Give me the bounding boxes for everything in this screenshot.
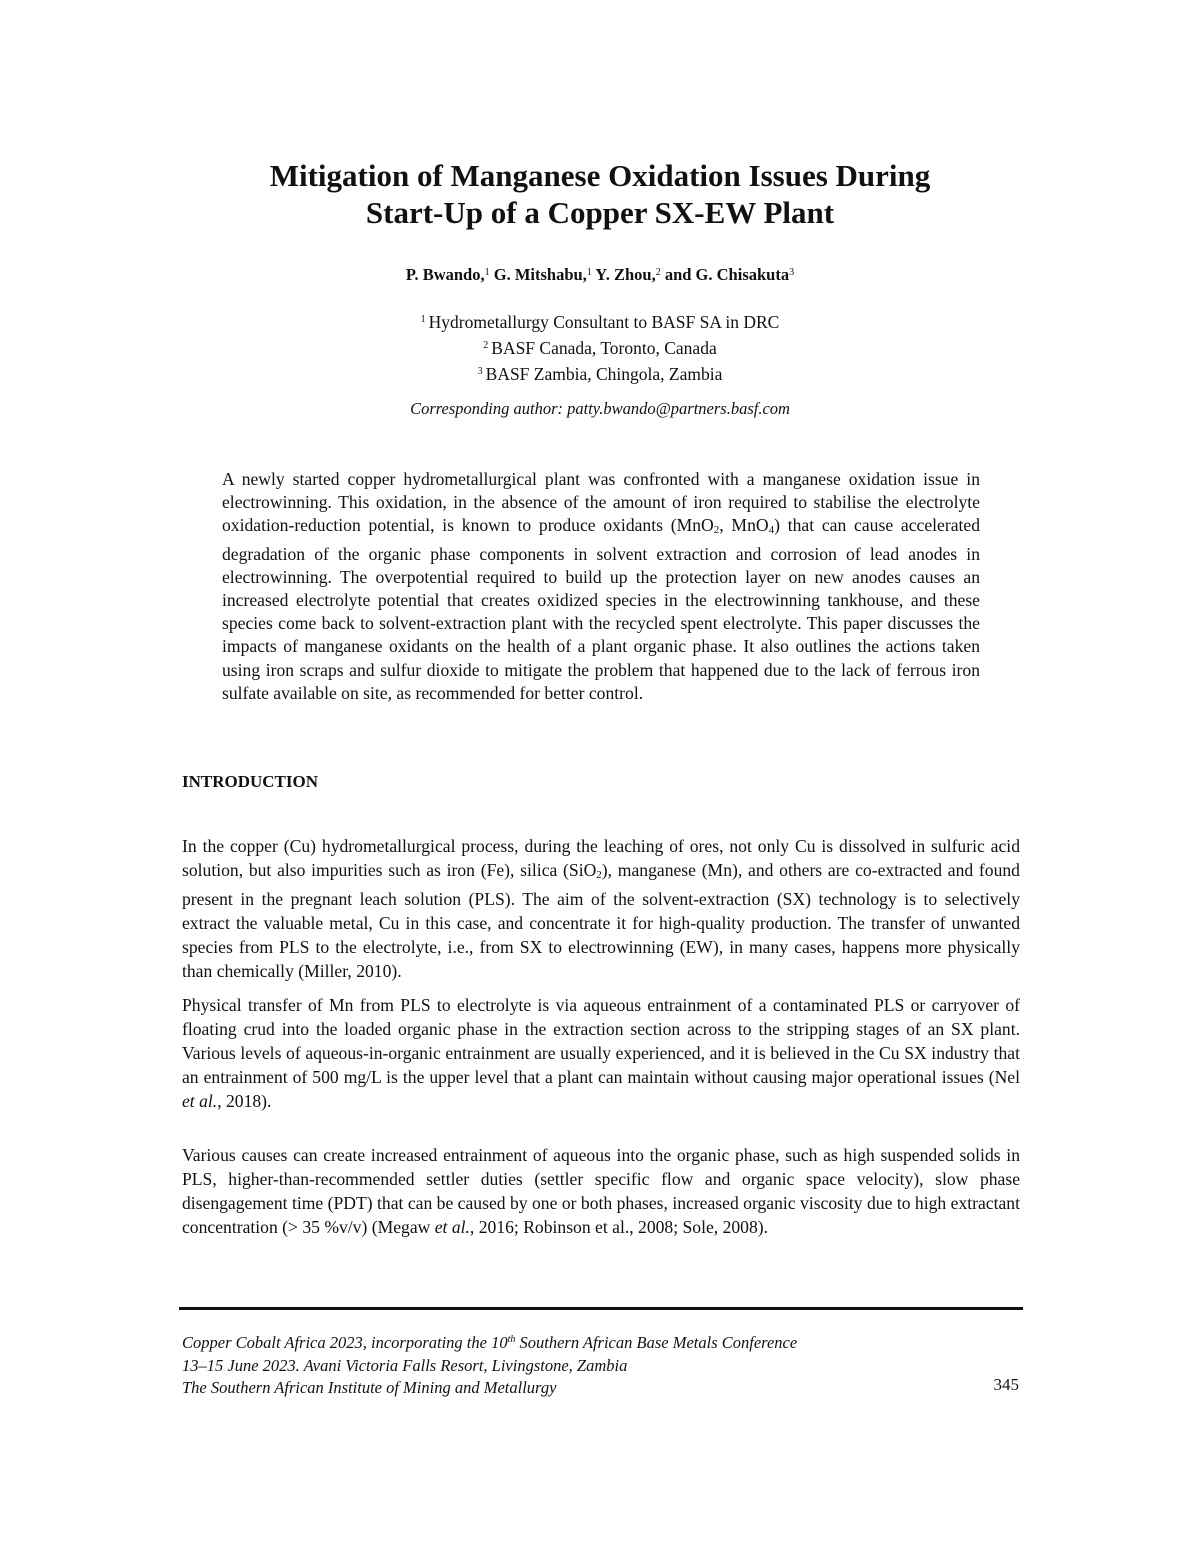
title-line-1: Mitigation of Manganese Oxidation Issues During bbox=[269, 158, 931, 193]
author-list bbox=[150, 262, 1050, 286]
paragraph-text: Physical transfer of Mn from PLS to electrolyte is via aqueous entrainment of a contaminated PLS or carryover of floating crud into the loaded organic phase in the extraction section across to the stripping stages of an SX plant. Various levels of aqueous-in-organic entrainment are usually experienced, and it is believed in the Cu SX industry that an entrainment of 500 mg/L is the upper level that a plant can maintain without causing major operational issues (Nel bbox=[182, 994, 1020, 1087]
affiliation-mark: 2 bbox=[483, 340, 489, 351]
abstract bbox=[222, 468, 980, 705]
paragraph-text: ), manganese (Mn), and others are co-extracted and found present in the pregnant leach solution (PLS). The aim of the solvent-extraction (SX) technology is to selectively extract the valuable metal, Cu in this case, and concentrate it for high-quality production. The transfer of unwanted species from PLS to the electrolyte, i.e., from SX to electrowinning (EW), in many cases, happens more physically than chemically (Miller, 2010). bbox=[182, 859, 1020, 981]
subscript: 2 bbox=[713, 524, 720, 537]
footer-line bbox=[182, 1329, 1020, 1355]
abstract-text: A newly started copper hydrometallurgical plant was confronted with a manganese oxidation issue in electrowinning. This oxidation, in the absence of the amount of iron required to stabilise the electrolyte oxidation-reduction potential, is known to produce oxidants (MnO bbox=[222, 469, 980, 536]
paragraph-text: , 2018). bbox=[217, 1090, 272, 1111]
affiliation-mark: 1 bbox=[420, 314, 426, 325]
author-affiliation-mark: 3 bbox=[789, 267, 795, 278]
affiliation-text: BASF Canada, Toronto, Canada bbox=[491, 338, 717, 358]
affiliation-mark: 3 bbox=[477, 366, 483, 377]
footer-line: The Southern African Institute of Mining and Metallurgy bbox=[182, 1378, 557, 1397]
conference-footer bbox=[182, 1329, 1020, 1400]
subscript: 4 bbox=[768, 524, 775, 537]
paper-title bbox=[150, 157, 1050, 231]
author-affiliation-mark: 1 bbox=[586, 267, 592, 278]
footer-text: Southern African Base Metals Conference bbox=[515, 1333, 798, 1352]
citation-italic: et al. bbox=[434, 1216, 470, 1237]
corresponding-author: Corresponding author: patty.bwando@partners.basf.com bbox=[410, 399, 790, 418]
footer-text: Copper Cobalt Africa 2023, incorporating the 10 bbox=[182, 1333, 508, 1352]
page-number: 345 bbox=[993, 1375, 1019, 1394]
affiliation bbox=[150, 308, 1050, 334]
paragraph-text: Various causes can create increased entrainment of aqueous into the organic phase, such as high suspended solids in PLS, higher-than-recommended settler duties (settler specific flow and organic space velocity), slow phase disengagement time (PDT) that can be caused by one or both phases, increased organic viscosity due to high extractant concentration (> 35 %v/v) (Megaw bbox=[182, 1144, 1020, 1237]
body-paragraph bbox=[182, 975, 1020, 1130]
footer-divider bbox=[179, 1307, 1023, 1310]
abstract-paragraph bbox=[222, 468, 980, 705]
author-name: G. Mitshabu, bbox=[489, 265, 587, 284]
body-paragraph bbox=[182, 816, 1020, 1000]
affiliation bbox=[150, 334, 1050, 360]
footer-line: 13–15 June 2023. Avani Victoria Falls Resort, Livingstone, Zambia bbox=[182, 1355, 628, 1375]
author-name: P. Bwando, bbox=[405, 265, 485, 284]
superscript: th bbox=[507, 1334, 516, 1345]
abstract-text: ) that can cause accelerated degradation of the organic phase components in solvent extraction and corrosion of lead anodes in electrowinning. The overpotential required to build up the protection layer on new anodes causes an increased electrolyte potential that creates oxidized species in the electrowinning tankhouse, and these species come back to solvent-extraction plant with the recycled spent electrolyte. This paper discusses the impacts of manganese oxidants on the health of a plant organic phase. It also outlines the actions taken using iron scraps and sulfur dioxide to mitigate the problem that happened due to the lack of ferrous iron sulfate available on site, as recommended for better control. bbox=[222, 515, 980, 703]
author-affiliation-mark: 1 bbox=[484, 267, 490, 278]
author-name: and G. Chisakuta bbox=[660, 265, 790, 284]
affiliation bbox=[150, 360, 1050, 386]
section-heading: INTRODUCTION bbox=[182, 772, 319, 791]
affiliation-list bbox=[150, 308, 1050, 386]
author-affiliation-mark: 2 bbox=[655, 267, 661, 278]
title-line-2: Start-Up of a Copper SX-EW Plant bbox=[365, 195, 835, 230]
body-paragraph bbox=[182, 1125, 1020, 1256]
paragraph-text: , 2016; Robinson et al., 2008; Sole, 2008). bbox=[469, 1216, 769, 1237]
affiliation-text: Hydrometallurgy Consultant to BASF SA in DRC bbox=[428, 312, 780, 332]
paragraph-text: In the copper (Cu) hydrometallurgical process, during the leaching of ores, not only Cu is dissolved in sulfuric acid solution, but also impurities such as iron (Fe), silica (SiO bbox=[182, 835, 1020, 880]
affiliation-text: BASF Zambia, Chingola, Zambia bbox=[485, 364, 723, 384]
subscript: 2 bbox=[596, 868, 602, 881]
author-name: Y. Zhou, bbox=[591, 265, 656, 284]
abstract-text: , MnO bbox=[719, 515, 769, 536]
citation-italic: et al. bbox=[182, 1090, 218, 1111]
